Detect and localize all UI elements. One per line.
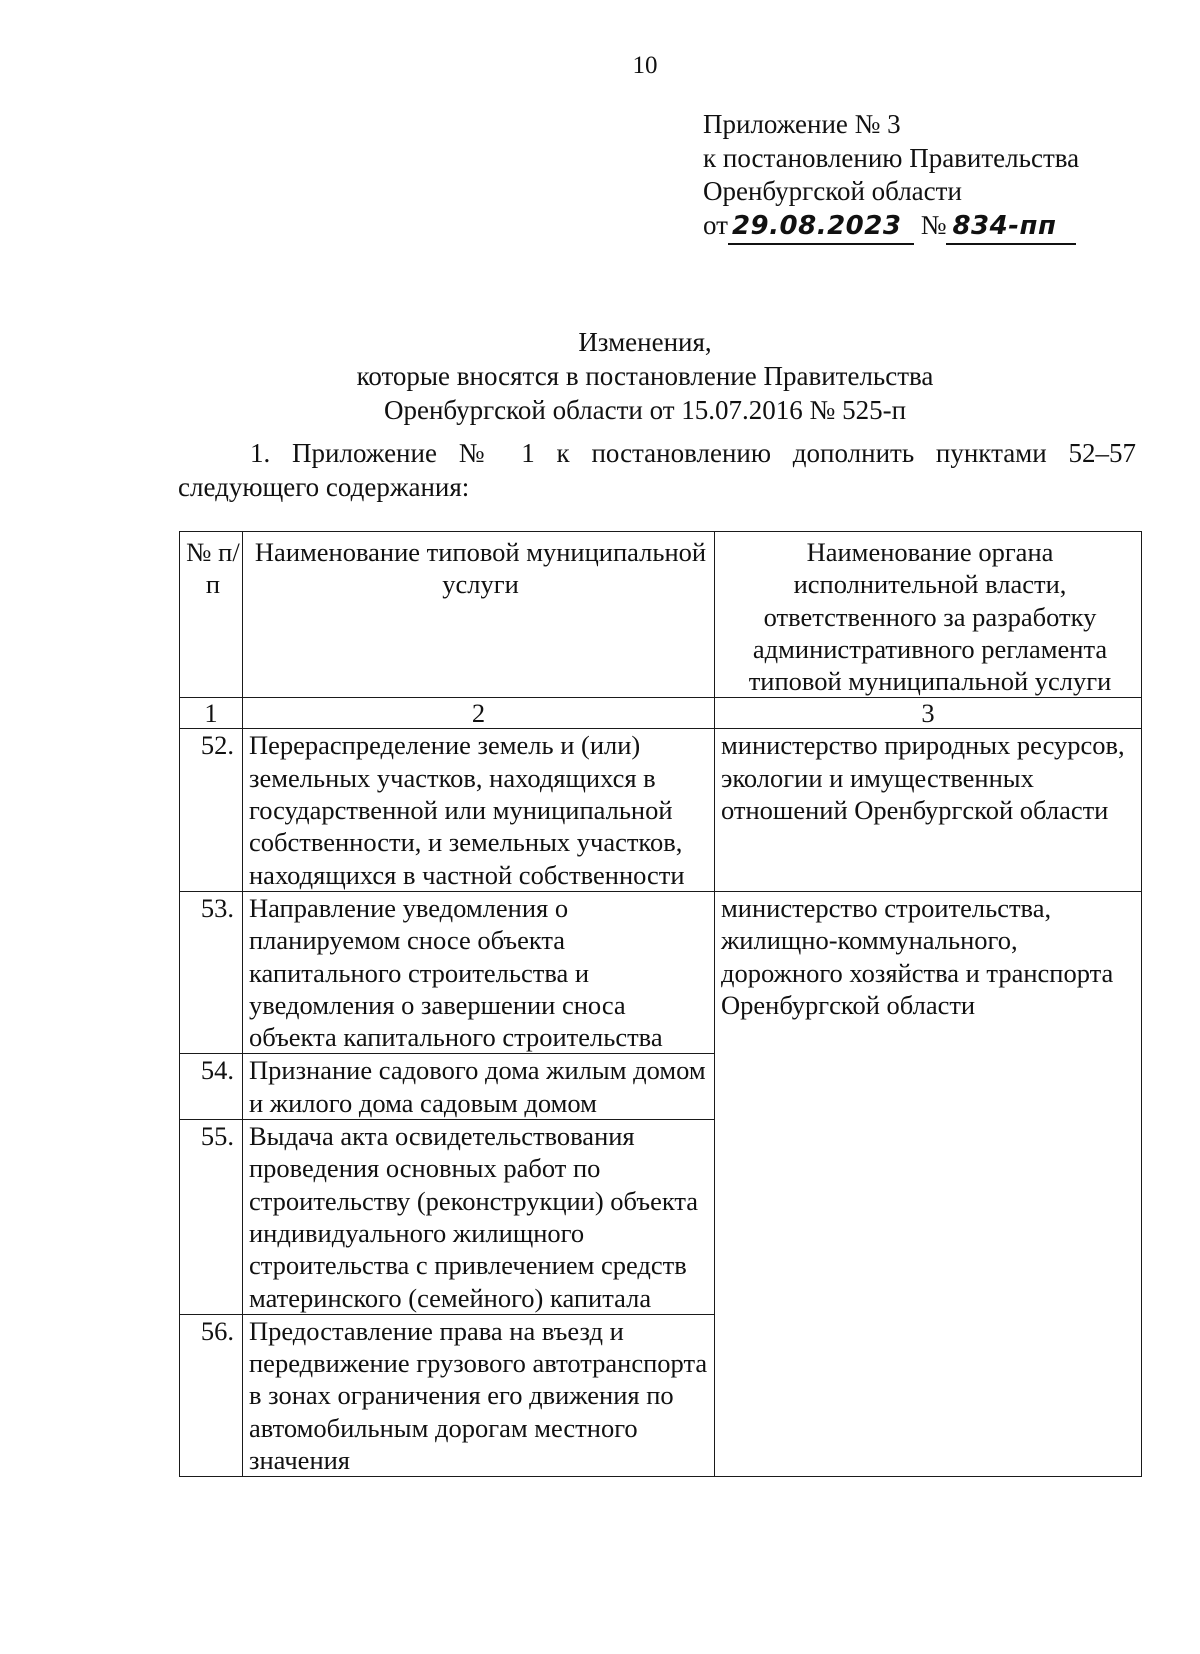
column-numbers-row <box>180 698 1142 729</box>
row-service: Признание садового дома жилым домом и жилого дома садовым домом <box>243 1054 715 1120</box>
table-row <box>180 891 1142 1053</box>
row-number: 54. <box>180 1054 243 1120</box>
row-service: Направление уведомления о планируемом сносе объекта капитального строительства и уведомления о завершении сноса объекта капитального строительства <box>243 891 715 1053</box>
table-row <box>180 729 1142 891</box>
handwritten-number: 834-пп <box>946 210 1076 246</box>
document-heading <box>0 325 1200 427</box>
row-authority: министерство природных ресурсов, экологии и имущественных отношений Оренбургской области <box>715 729 1142 891</box>
column-number-1: 1 <box>180 698 243 729</box>
appendix-date-line <box>703 209 1079 246</box>
number-prefix: № <box>920 209 947 240</box>
header-number: № п/п <box>180 532 243 698</box>
handwritten-date: 29.08.2023 <box>728 210 914 246</box>
appendix-region: Оренбургской области <box>703 176 962 206</box>
heading-reference: Оренбургской области от 15.07.2016 № 525-п <box>383 395 907 425</box>
row-service: Перераспределение земель и (или) земельных участков, находящихся в государственной или муниципальной собственности, и земельных участков, находящихся в частной собственности <box>243 729 715 891</box>
row-number: 53. <box>180 891 243 1053</box>
appendix-block <box>703 108 1079 245</box>
row-number: 56. <box>180 1314 243 1476</box>
page-number: 10 <box>632 52 658 79</box>
column-number-3: 3 <box>715 698 1142 729</box>
row-number: 52. <box>180 729 243 891</box>
column-number-2: 2 <box>243 698 715 729</box>
appendix-reference: к постановлению Правительства <box>703 142 1080 173</box>
row-service: Предоставление права на въезд и передвижение грузового автотранспорта в зонах ограничения его движения по автомобильным дорогам местного значения <box>243 1314 715 1476</box>
row-number: 55. <box>180 1120 243 1315</box>
heading-title: Изменения, <box>578 327 712 357</box>
table-header-row <box>180 532 1142 698</box>
body-paragraph: 1. Приложение № 1 к постановлению дополнить пунктами 52–57 следующего содержания: <box>178 438 1136 502</box>
row-authority: министерство строительства, жилищно-коммунального, дорожного хозяйства и транспорта Оренбургской области <box>715 891 1142 1476</box>
row-service: Выдача акта освидетельствования проведения основных работ по строительству (реконструкции) объекта индивидуального жилищного строительства с привлечением средств материнского (семейного) капитала <box>243 1120 715 1315</box>
header-authority: Наименование органа исполнительной власти, ответственного за разработку административного регламента типовой муниципальной услуги <box>715 532 1142 698</box>
header-service: Наименование типовой муниципальной услуги <box>243 532 715 698</box>
services-table <box>179 531 1142 1477</box>
appendix-title: Приложение № 3 <box>703 109 901 139</box>
date-prefix: от <box>703 209 728 240</box>
heading-subtitle: которые вносятся в постановление Правительства <box>356 361 934 391</box>
